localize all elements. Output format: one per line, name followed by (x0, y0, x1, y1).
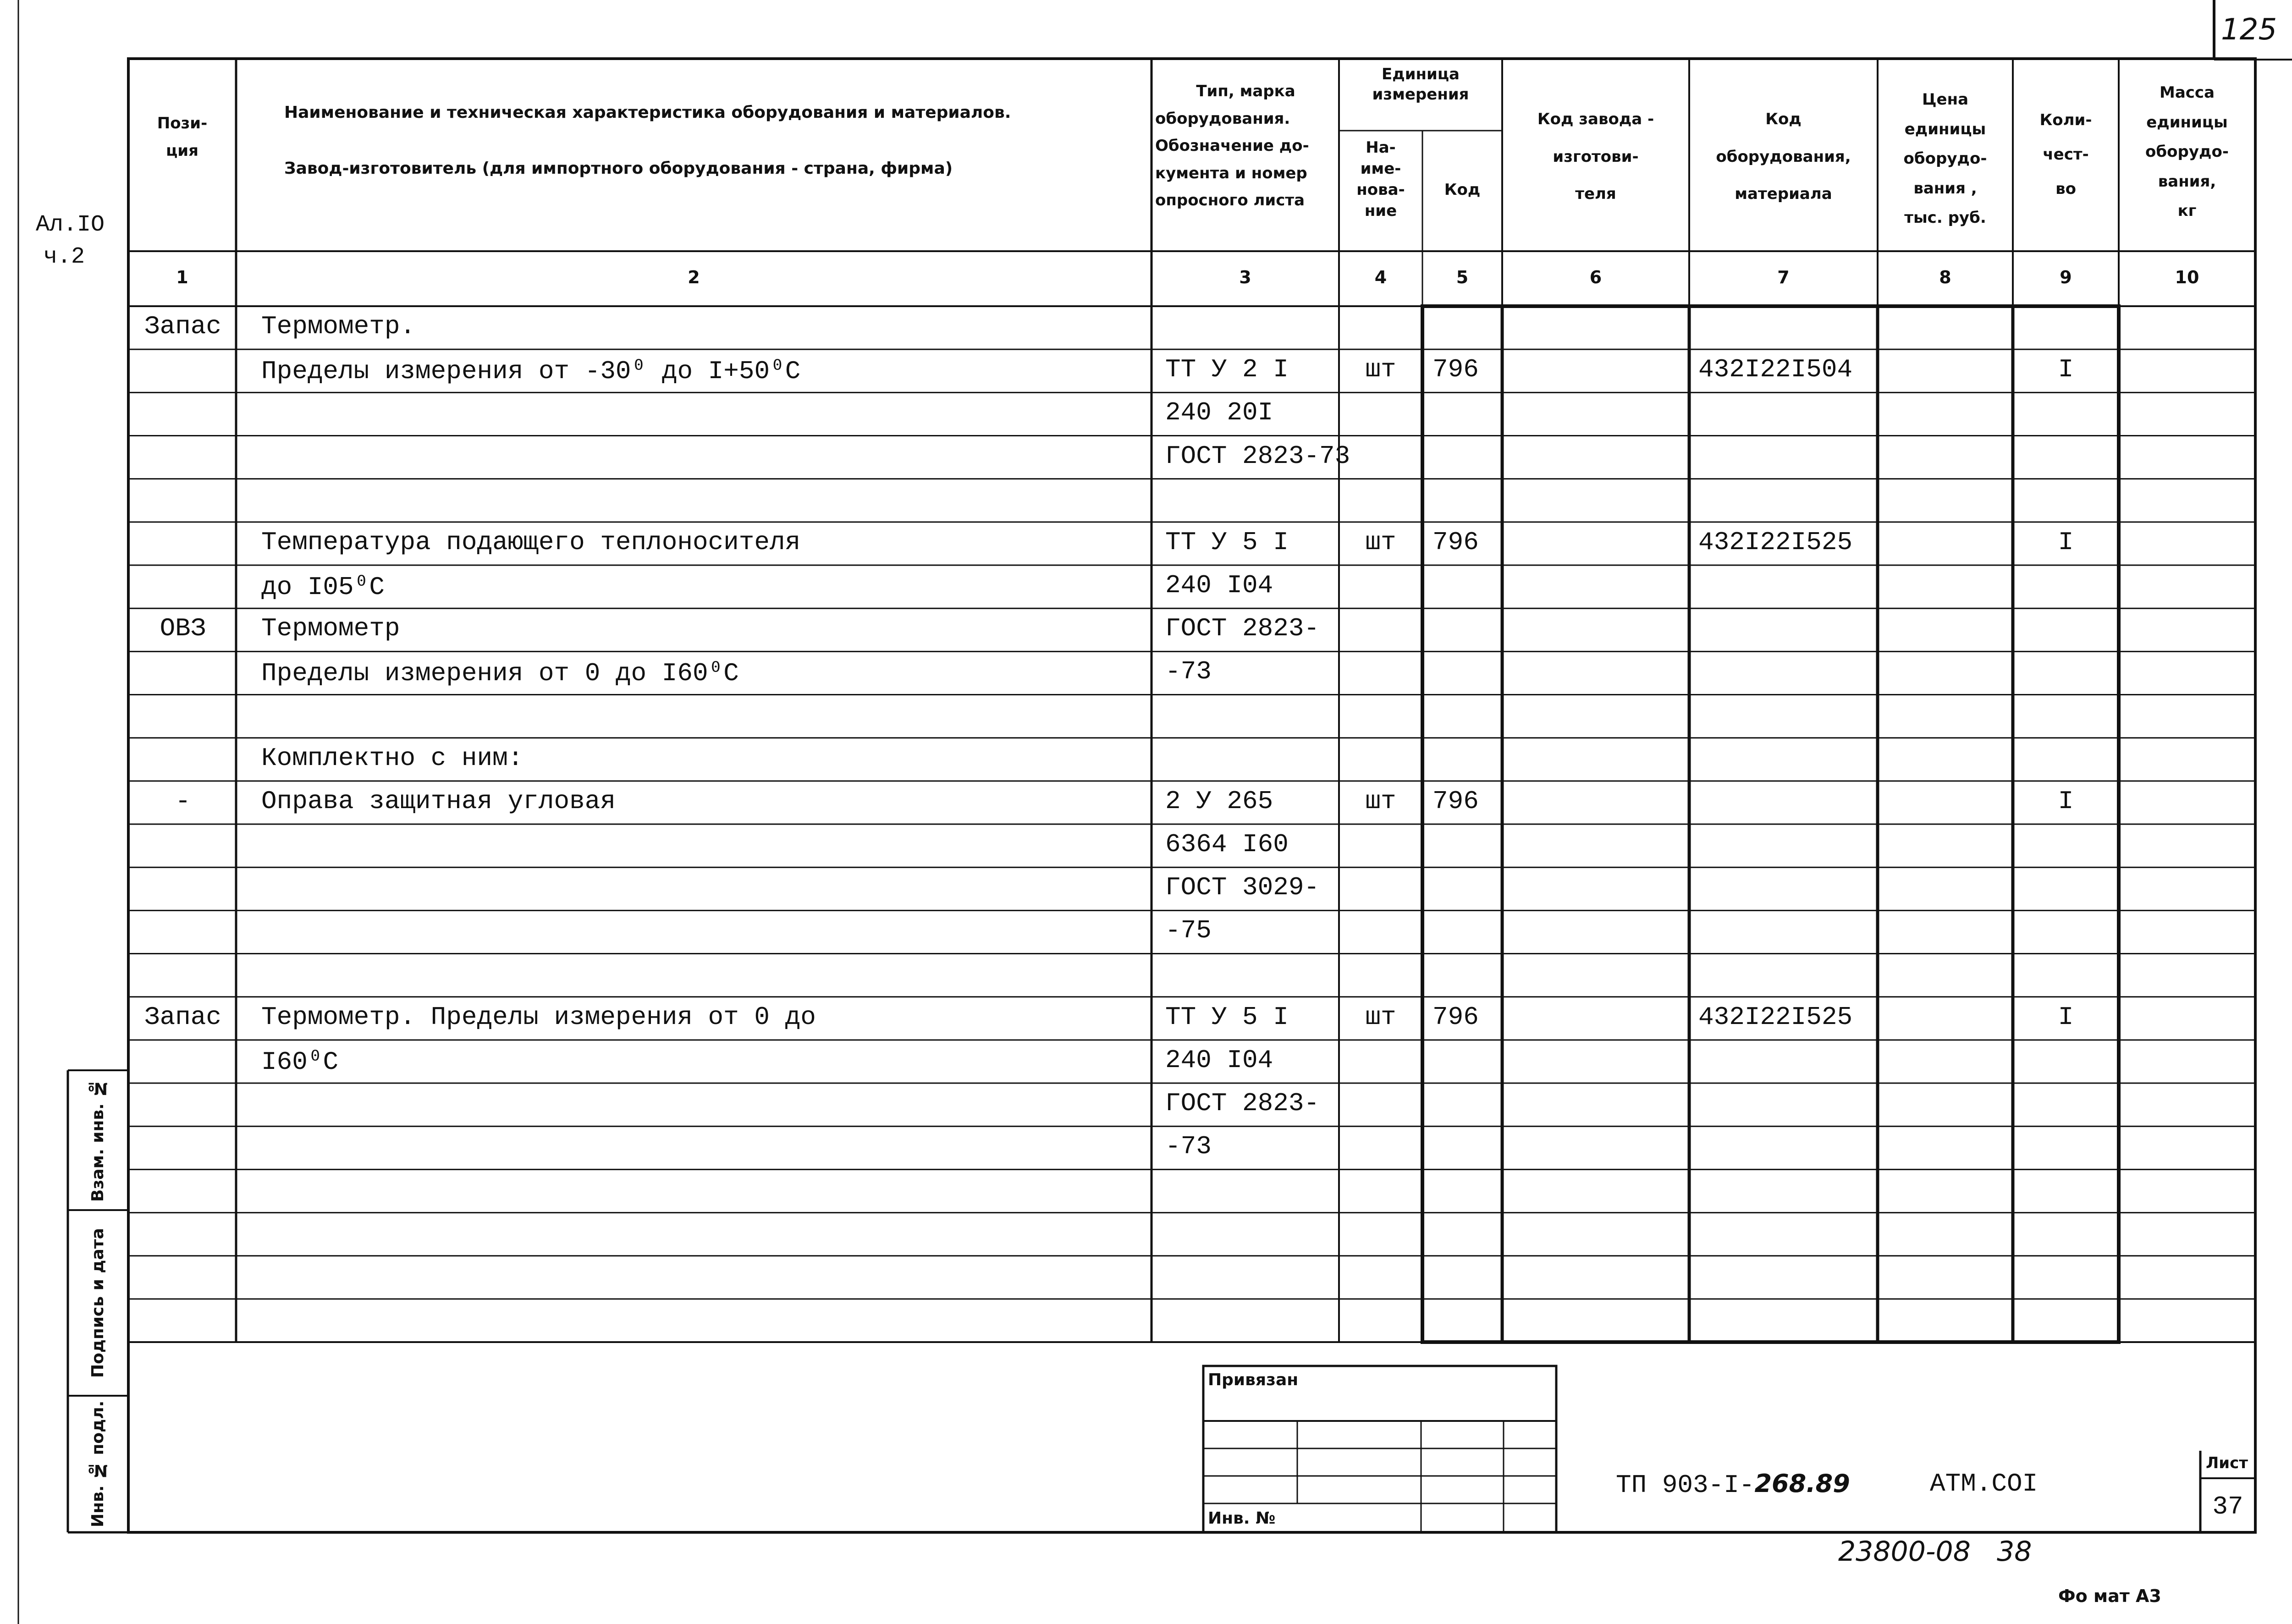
doc-code: АТМ.COI (1930, 1469, 2038, 1498)
row-8-pos: ОВЗ (160, 614, 206, 644)
row-8-type: ГОСТ 2823- (1165, 614, 1320, 644)
row-8-name: Термометр (261, 614, 400, 644)
col-number-7: 7 (1777, 267, 1790, 287)
row-2-type: ТТ У 2 I (1165, 355, 1289, 385)
row-14-type: ГОСТ 3029- (1165, 873, 1320, 903)
row-17-type: ТТ У 5 I (1165, 1002, 1289, 1032)
col-number-9: 9 (2060, 267, 2072, 287)
row-6-qty: I (2058, 527, 2074, 557)
doc-number-print: ТП 903-I- (1616, 1470, 1755, 1500)
col-number-2: 2 (688, 267, 700, 287)
header-name-line1: Наименование и техническая характеристика оборудования и материалов. (284, 103, 1011, 122)
row-11-name: Комплектно с ним: (261, 743, 523, 773)
col-number-3: 3 (1239, 267, 1251, 287)
side-label-1: Ал.IO (36, 212, 105, 238)
row-7-type: 240 I04 (1165, 571, 1273, 600)
row-12-qty: I (2058, 786, 2074, 816)
doc-number-hand: 268.89 (1754, 1469, 1850, 1498)
row-12-code: 796 (1432, 786, 1479, 816)
row-12-name: Оправа защитная угловая (261, 786, 616, 816)
col-number-10: 10 (2175, 267, 2199, 287)
stamp-inv: Инв. № (1208, 1509, 1276, 1528)
header-unit-group: Единица измерения (1372, 65, 1469, 104)
header-unit-name: На- име- нова- ние (1356, 138, 1405, 220)
bottom-handwritten-number: 23800-08 38 (1838, 1536, 2032, 1568)
row-6-unit: шт (1365, 527, 1396, 557)
row-9-name: Пределы измерения от 0 до I60⁰С (261, 659, 739, 688)
header-quantity: Коли- чест- во (2039, 111, 2092, 198)
row-9-type: -73 (1165, 657, 1212, 687)
header-price: Цена единицы оборудо- вания , тыс. руб. (1903, 90, 1987, 227)
header-unit-code: Код (1444, 181, 1481, 199)
row-2-unit: шт (1365, 355, 1396, 385)
header-name-line2: Завод-изготовитель (для импортного оборудования - страна, фирма) (284, 159, 953, 178)
strip-original-inv: Инв. № подл. (88, 1400, 107, 1528)
header-factory-code: Код завода - изготови- теля (1537, 110, 1654, 204)
row-2-qty: I (2058, 355, 2074, 385)
row-19-type: ГОСТ 2823- (1165, 1089, 1320, 1118)
row-20-type: -73 (1165, 1132, 1212, 1162)
row-15-type: -75 (1165, 916, 1212, 946)
header-position: Пози- ция (157, 114, 208, 160)
row-17-qty: I (2058, 1002, 2074, 1032)
row-1-name: Термометр. (261, 312, 416, 341)
row-7-name: до I05⁰С (261, 573, 385, 602)
row-12-type: 2 У 265 (1165, 786, 1273, 816)
row-17-pos: Запас (144, 1002, 222, 1032)
row-18-name: I60⁰С (261, 1047, 339, 1077)
header-equipment-code: Код оборудования, материала (1716, 110, 1851, 204)
row-3-type: 240 20I (1165, 398, 1273, 428)
doc-number (1616, 1469, 1850, 1500)
side-label-2: ч.2 (44, 244, 85, 270)
sheet-label: Лист (2206, 1454, 2248, 1472)
page-number: 125 (2221, 13, 2277, 47)
row-6-equip: 432I22I525 (1698, 527, 1853, 557)
col-number-4: 4 (1374, 267, 1387, 287)
row-12-pos: - (175, 786, 191, 816)
row-17-code: 796 (1432, 1002, 1479, 1032)
row-17-name: Термометр. Пределы измерения от 0 до (261, 1002, 816, 1032)
row-6-name: Температура подающего теплоносителя (261, 527, 801, 557)
format-label: Фо мат А3 (2058, 1586, 2161, 1606)
row-1-pos: Запас (144, 312, 222, 341)
col-number-1: 1 (176, 267, 188, 287)
row-4-type: ГОСТ 2823-73 (1165, 441, 1350, 471)
header-mass: Масса единицы оборудо- вания, кг (2145, 83, 2229, 220)
col-number-5: 5 (1456, 267, 1469, 287)
strip-signature-date: Подпись и дата (88, 1228, 107, 1378)
sheet-number: 37 (2212, 1492, 2243, 1521)
row-6-type: ТТ У 5 I (1165, 527, 1289, 557)
row-2-code: 796 (1432, 355, 1479, 385)
row-6-code: 796 (1432, 527, 1479, 557)
row-2-equip: 432I22I504 (1698, 355, 1853, 385)
row-13-type: 6364 I60 (1165, 830, 1289, 859)
stamp-privyazan: Привязан (1208, 1371, 1299, 1389)
row-12-unit: шт (1365, 786, 1396, 816)
col-number-8: 8 (1939, 267, 1951, 287)
row-17-equip: 432I22I525 (1698, 1002, 1853, 1032)
col-number-6: 6 (1589, 267, 1602, 287)
row-18-type: 240 I04 (1165, 1045, 1273, 1075)
header-type: Тип, марка оборудования. Обозначение до- кумента и номер опросного листа (1155, 82, 1309, 209)
row-17-unit: шт (1365, 1002, 1396, 1032)
row-2-name: Пределы измерения от -30⁰ до I+50⁰С (261, 357, 801, 386)
strip-replace-inv: Взам. инв. № (88, 1079, 107, 1202)
